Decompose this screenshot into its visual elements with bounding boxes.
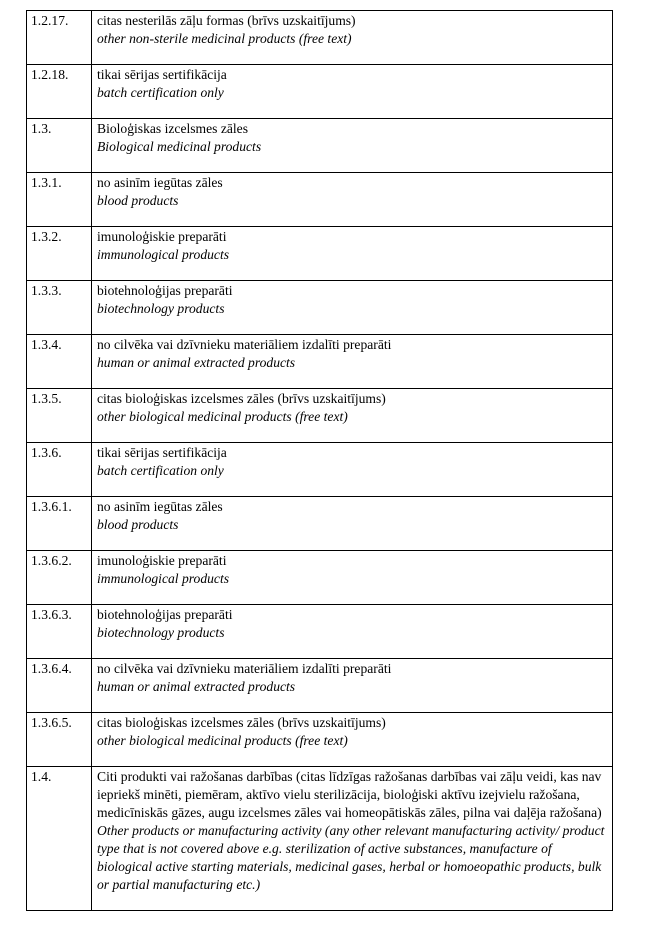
item-number: 1.4. — [27, 767, 92, 911]
item-number: 1.3.5. — [27, 389, 92, 443]
item-description — [92, 659, 613, 713]
table-row — [27, 659, 613, 713]
item-number: 1.3.6.1. — [27, 497, 92, 551]
english-text: human or animal extracted products — [97, 355, 296, 370]
table-row — [27, 65, 613, 119]
latvian-text: no cilvēka vai dzīvnieku materiāliem izdalīti preparāti — [97, 661, 392, 676]
english-text: batch certification only — [97, 85, 224, 100]
item-number: 1.3.6.3. — [27, 605, 92, 659]
table-row — [27, 767, 613, 911]
latvian-text: tikai sērijas sertifikācija — [97, 67, 227, 82]
item-number: 1.2.18. — [27, 65, 92, 119]
english-text: human or animal extracted products — [97, 679, 296, 694]
item-number: 1.3.3. — [27, 281, 92, 335]
table-row — [27, 227, 613, 281]
item-description — [92, 11, 613, 65]
item-number: 1.3.6. — [27, 443, 92, 497]
item-number: 1.3. — [27, 119, 92, 173]
item-number: 1.3.2. — [27, 227, 92, 281]
item-description — [92, 65, 613, 119]
latvian-text: citas nesterilās zāļu formas (brīvs uzskaitījums) — [97, 13, 356, 28]
item-number: 1.3.4. — [27, 335, 92, 389]
item-description — [92, 497, 613, 551]
table-row — [27, 443, 613, 497]
item-description — [92, 281, 613, 335]
item-description — [92, 443, 613, 497]
item-description — [92, 227, 613, 281]
latvian-text: imunoloģiskie preparāti — [97, 553, 227, 568]
latvian-text: tikai sērijas sertifikācija — [97, 445, 227, 460]
english-text: other biological medicinal products (free text) — [97, 733, 348, 748]
english-text: Other products or manufacturing activity (any other relevant manufacturing activity/ product type that is not covered above e.g. sterilization of active substances, manufacture of biological active starting materials, medicinal gases, herbal or homoeopathic products, bulk or partial manufacturing etc.) — [97, 823, 605, 892]
table-row — [27, 551, 613, 605]
latvian-text: imunoloģiskie preparāti — [97, 229, 227, 244]
item-description — [92, 767, 613, 911]
item-description — [92, 389, 613, 443]
latvian-text: no asinīm iegūtas zāles — [97, 499, 223, 514]
latvian-text: no cilvēka vai dzīvnieku materiāliem izdalīti preparāti — [97, 337, 392, 352]
latvian-text: Citi produkti vai ražošanas darbības (citas līdzīgas ražošanas darbības vai zāļu veidi, kas nav iepriekš minēti, piemēram, aktīvo vielu sterilizācija, bioloģiski aktīvu izejvielu ražošana, medicīniskās gāzes, augu izcelsmes zāles vai homeopātiskās zāles, pilna vai daļēja ražošana) — [97, 769, 602, 820]
table-row — [27, 281, 613, 335]
latvian-text: no asinīm iegūtas zāles — [97, 175, 223, 190]
item-description — [92, 605, 613, 659]
classification-table — [26, 10, 613, 911]
english-text: immunological products — [97, 571, 230, 586]
english-text: Biological medicinal products — [97, 139, 262, 154]
item-number: 1.3.6.5. — [27, 713, 92, 767]
table-row — [27, 119, 613, 173]
english-text: biotechnology products — [97, 301, 225, 316]
english-text: immunological products — [97, 247, 230, 262]
table-body — [27, 11, 613, 911]
english-text: other non-sterile medicinal products (free text) — [97, 31, 352, 46]
item-number: 1.2.17. — [27, 11, 92, 65]
english-text: blood products — [97, 517, 179, 532]
table-row — [27, 335, 613, 389]
latvian-text: citas bioloģiskas izcelsmes zāles (brīvs uzskaitījums) — [97, 391, 386, 406]
table-row — [27, 11, 613, 65]
item-description — [92, 713, 613, 767]
table-row — [27, 713, 613, 767]
table-row — [27, 389, 613, 443]
latvian-text: biotehnoloģijas preparāti — [97, 283, 233, 298]
item-number: 1.3.6.4. — [27, 659, 92, 713]
english-text: biotechnology products — [97, 625, 225, 640]
table-row — [27, 605, 613, 659]
english-text: batch certification only — [97, 463, 224, 478]
item-description — [92, 119, 613, 173]
item-description — [92, 551, 613, 605]
item-description — [92, 173, 613, 227]
table-row — [27, 497, 613, 551]
latvian-text: biotehnoloģijas preparāti — [97, 607, 233, 622]
latvian-text: citas bioloģiskas izcelsmes zāles (brīvs uzskaitījums) — [97, 715, 386, 730]
latvian-text: Bioloģiskas izcelsmes zāles — [97, 121, 249, 136]
english-text: blood products — [97, 193, 179, 208]
item-description — [92, 335, 613, 389]
item-number: 1.3.6.2. — [27, 551, 92, 605]
table-row — [27, 173, 613, 227]
english-text: other biological medicinal products (free text) — [97, 409, 348, 424]
item-number: 1.3.1. — [27, 173, 92, 227]
